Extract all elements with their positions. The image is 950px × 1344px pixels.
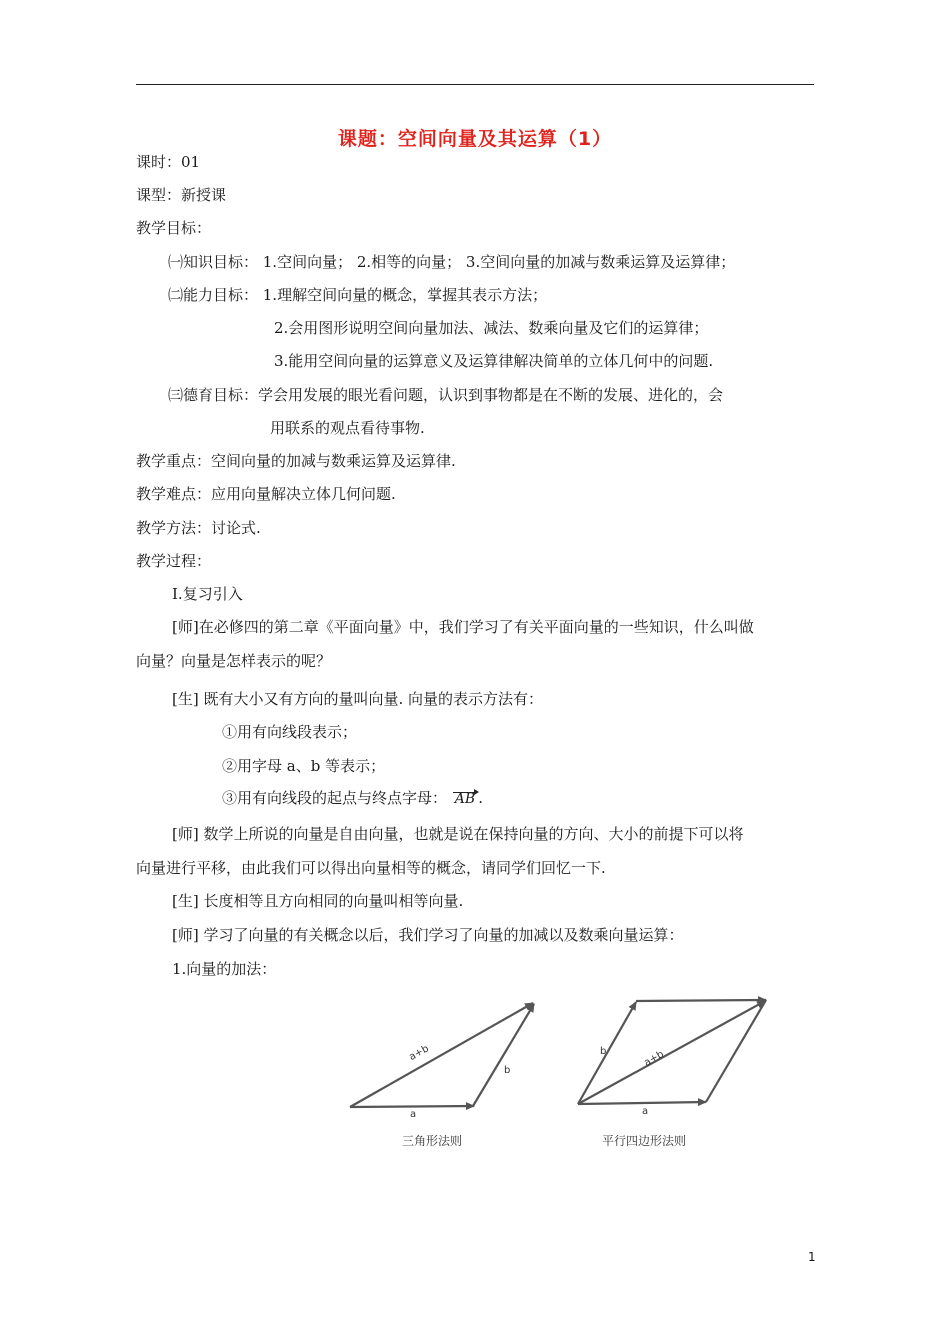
parallelogram-label-b: b: [600, 1046, 607, 1057]
header-rule: [136, 84, 814, 85]
lesson-type-line: 课型：新授课: [136, 186, 227, 204]
ability-objective-1: ㈡能力目标： 1.理解空间向量的概念，掌握其表示方法；: [168, 286, 548, 304]
triangle-rule-caption: 三角形法则: [402, 1134, 463, 1148]
teacher-question-2b: 向量进行平移，由此我们可以得出向量相等的概念，请同学们回忆一下.: [136, 859, 606, 877]
parallelogram-rule-diagram: [578, 1000, 766, 1117]
triangle-label-b: b: [504, 1065, 511, 1076]
parallelogram-rule-caption: 平行四边形法则: [602, 1134, 687, 1148]
parallelogram-top-edge: [636, 1000, 766, 1001]
triangle-label-a: a: [410, 1109, 417, 1120]
period-line: 课时：01: [136, 153, 201, 171]
vector-addition-figure: [330, 990, 790, 1120]
ability-objective-3: 3.能用空间向量的运算意义及运算律解决简单的立体几何中的问题.: [274, 352, 714, 370]
vector-addition-heading: 1.向量的加法：: [172, 960, 277, 978]
page-title: 课题：空间向量及其运算（1）: [337, 128, 613, 150]
triangle-vector-sum: [350, 1003, 533, 1107]
moral-objective-1: ㈢德育目标：学会用发展的眼光看问题，认识到事物都是在不断的发展、进化的，会: [168, 386, 724, 404]
student-answer-2: [生] 长度相等且方向相同的向量叫相等向量.: [172, 892, 464, 910]
knowledge-objective: ㈠知识目标： 1.空间向量； 2.相等的向量； 3.空间向量的加减与数乘运算及运算律；: [168, 253, 736, 271]
ability-objective-2: 2.会用图形说明空间向量加法、减法、数乘向量及它们的运算律；: [274, 319, 709, 337]
answer-item-3-text: ③用有向线段的起点与终点字母：: [222, 789, 448, 807]
objectives-heading: 教学目标：: [136, 219, 212, 237]
answer-item-2: ②用字母 a、b 等表示；: [222, 757, 386, 775]
teaching-method: 教学方法：讨论式.: [136, 519, 261, 537]
moral-objective-2: 用联系的观点看待事物.: [270, 419, 425, 437]
triangle-rule-diagram: [350, 1003, 534, 1120]
triangle-label-sum: a+b: [407, 1043, 431, 1063]
parallelogram-label-sum: a+b: [642, 1048, 666, 1069]
answer-item-3: [222, 788, 483, 809]
vector-ab-symbol: AB: [452, 789, 478, 809]
triangle-vector-a: [350, 1106, 474, 1107]
teacher-question-1a: [师]在必修四的第二章《平面向量》中，我们学习了有关平面向量的一些知识，什么叫做: [172, 618, 754, 636]
page-number: 1: [808, 1250, 816, 1264]
difficulties: 教学难点：应用向量解决立体几何问题.: [136, 485, 396, 503]
answer-item-1: ①用有向线段表示；: [222, 723, 358, 741]
key-points: 教学重点：空间向量的加减与数乘运算及运算律.: [136, 452, 456, 470]
process-heading: 教学过程：: [136, 552, 212, 570]
student-answer-1: [生] 既有大小又有方向的量叫向量. 向量的表示方法有：: [172, 690, 544, 708]
parallelogram-label-a: a: [642, 1106, 649, 1117]
teacher-question-1b: 向量？向量是怎样表示的呢？: [136, 652, 332, 670]
teacher-question-2a: [师] 数学上所说的向量是自由向量，也就是说在保持向量的方向、大小的前提下可以将: [172, 825, 744, 843]
parallelogram-right-edge: [706, 1000, 766, 1102]
section-review-intro: Ⅰ.复习引入: [172, 585, 243, 603]
parallelogram-vector-a: [578, 1102, 706, 1104]
answer-item-3-end: .: [478, 789, 483, 807]
teacher-statement-3: [师] 学习了向量的有关概念以后，我们学习了向量的加减以及数乘向量运算：: [172, 926, 684, 944]
